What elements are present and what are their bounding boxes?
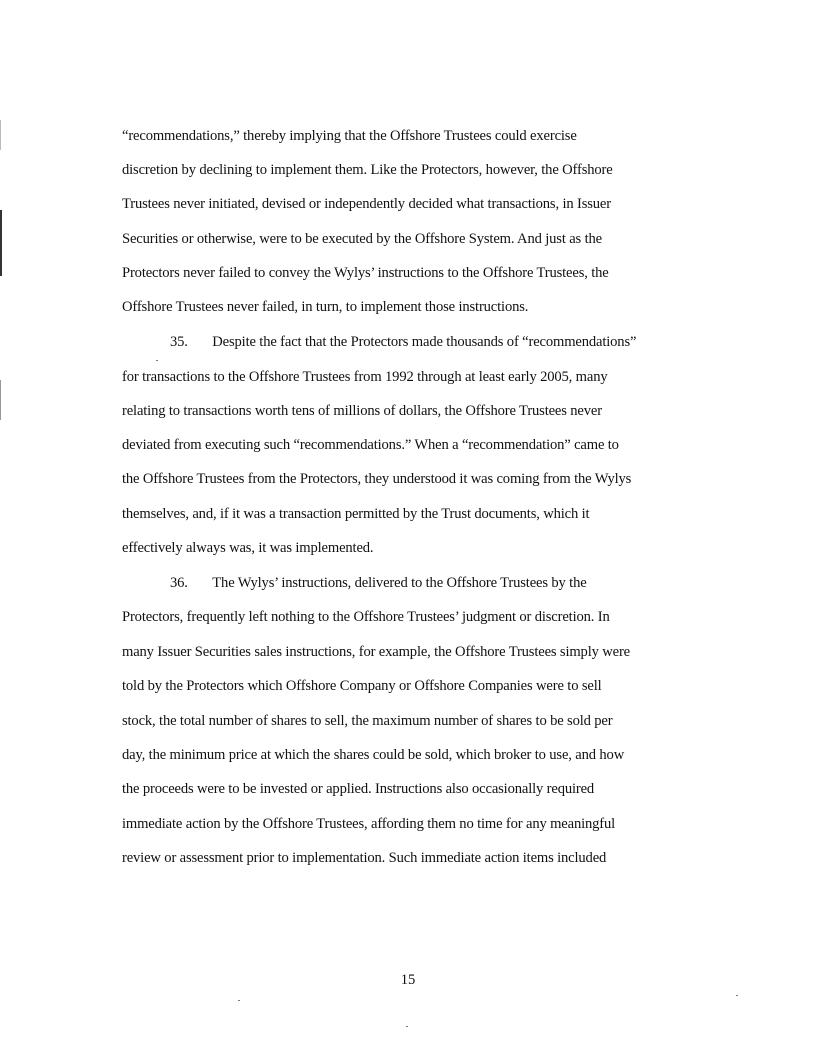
text-line: Securities or otherwise, were to be executed by the Offshore System. And just as the — [122, 231, 602, 247]
scan-edge-mark — [0, 210, 2, 276]
text-line: Protectors never failed to convey the Wylys’ instructions to the Offshore Trustees, the — [122, 265, 609, 281]
text-line: day, the minimum price at which the shares could be sold, which broker to use, and how — [122, 747, 625, 763]
text-line: relating to transactions worth tens of millions of dollars, the Offshore Trustees never — [122, 403, 602, 419]
scan-speck — [238, 1000, 240, 1001]
text-line: the proceeds were to be invested or applied. Instructions also occasionally required — [122, 781, 595, 797]
text-line: immediate action by the Offshore Trustees, affording them no time for any meaningful — [122, 816, 616, 832]
text-line: Protectors, frequently left nothing to the Offshore Trustees’ judgment or discretion. In — [122, 609, 610, 625]
text-line: stock, the total number of shares to sell, the maximum number of shares to be sold per — [122, 713, 613, 729]
text-line: discretion by declining to implement them. Like the Protectors, however, the Offshore — [122, 162, 613, 178]
paragraph-35-start: 35. Despite the fact that the Protectors made thousands of “recommendations” — [170, 334, 637, 350]
scan-edge-mark — [0, 120, 1, 150]
paragraph-36-start: 36. The Wylys’ instructions, delivered to the Offshore Trustees by the — [170, 575, 587, 591]
scan-speck — [156, 360, 158, 361]
text-line: deviated from executing such “recommendations.” When a “recommendation” came to — [122, 437, 619, 453]
scan-edge-mark — [0, 380, 1, 420]
scan-speck — [406, 1026, 408, 1027]
text-line: many Issuer Securities sales instructions, for example, the Offshore Trustees simply were — [122, 644, 631, 660]
text-line: “recommendations,” thereby implying that the Offshore Trustees could exercise — [122, 128, 577, 144]
text-line: review or assessment prior to implementation. Such immediate action items included — [122, 850, 607, 866]
text-line: Trustees never initiated, devised or independently decided what transactions, in Issuer — [122, 196, 611, 212]
text-line: told by the Protectors which Offshore Company or Offshore Companies were to sell — [122, 678, 602, 694]
text-line: Offshore Trustees never failed, in turn, to implement those instructions. — [122, 299, 529, 315]
text-line: effectively always was, it was implemented. — [122, 540, 374, 556]
scan-speck — [736, 995, 738, 996]
page-number: 15 — [400, 972, 416, 988]
text-line: themselves, and, if it was a transaction permitted by the Trust documents, which it — [122, 506, 590, 522]
text-line: for transactions to the Offshore Trustees from 1992 through at least early 2005, many — [122, 369, 608, 385]
text-line: the Offshore Trustees from the Protectors, they understood it was coming from the Wylys — [122, 471, 632, 487]
